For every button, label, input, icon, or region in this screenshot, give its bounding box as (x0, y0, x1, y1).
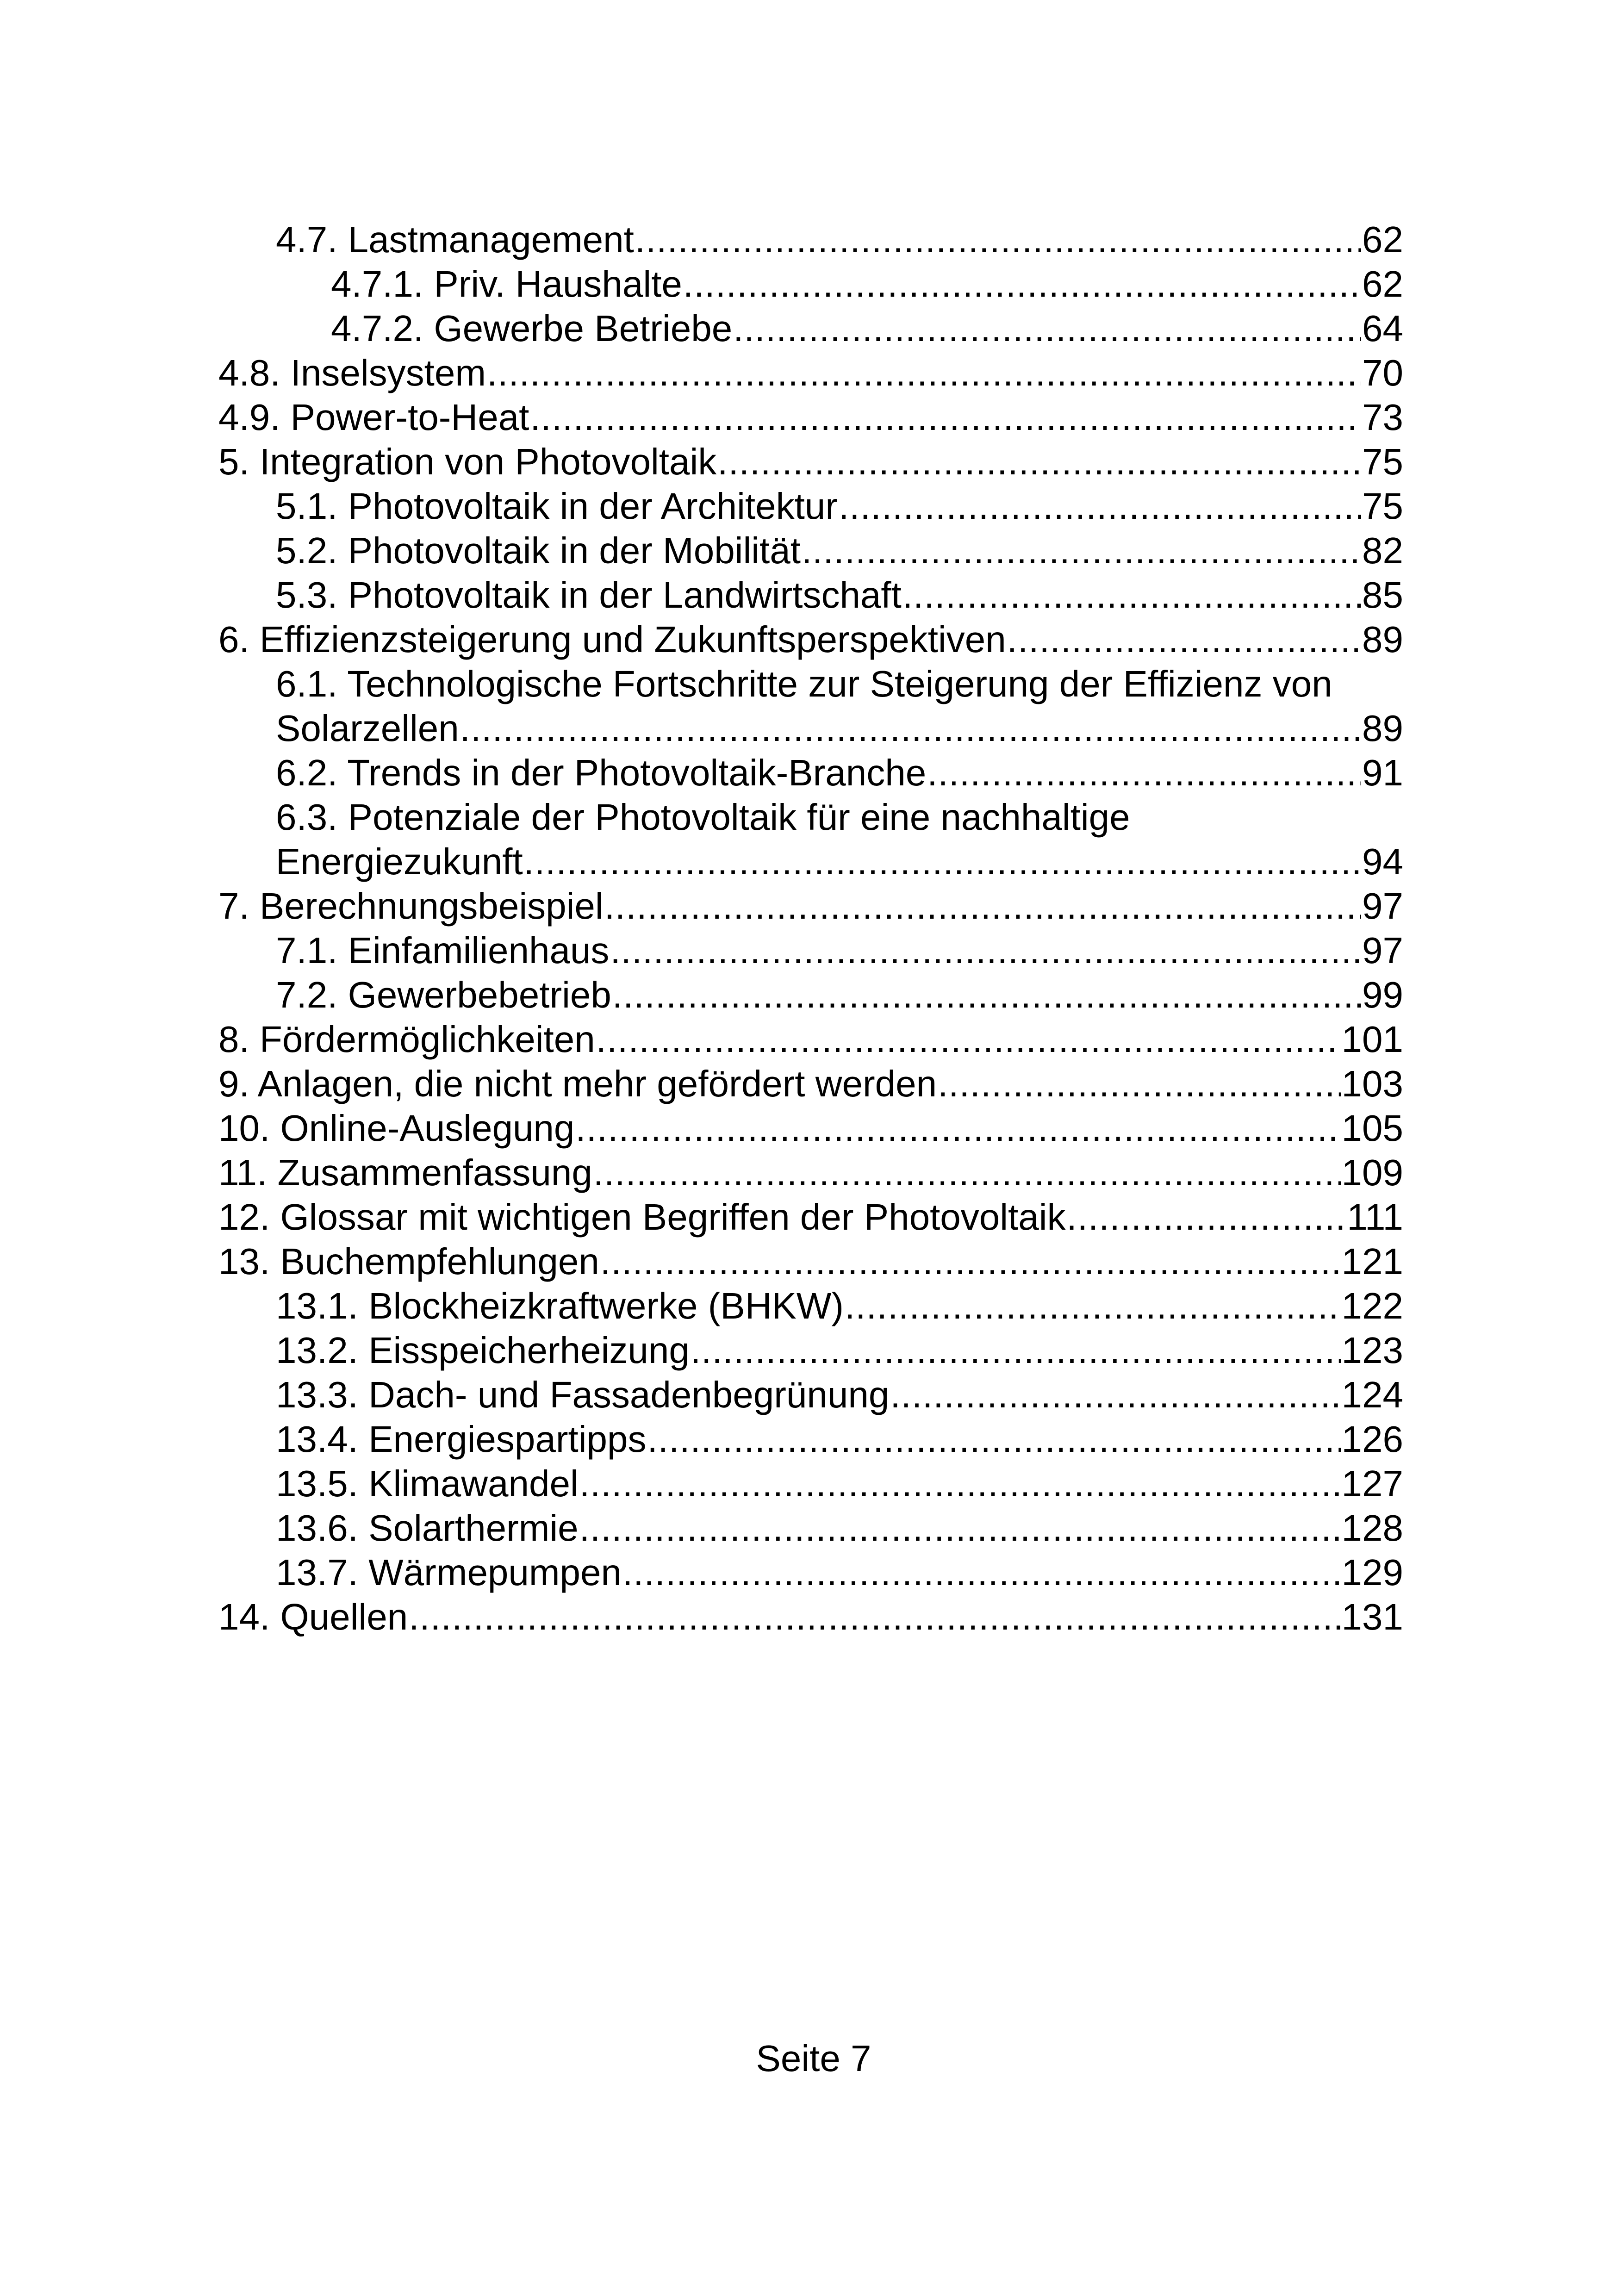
toc-entry[interactable] (218, 529, 1403, 573)
toc-dot-leader (647, 1417, 1341, 1462)
toc-entry-title: 4.7. Lastmanagement (276, 219, 634, 260)
toc-entry-page: 105 (1341, 1108, 1403, 1149)
toc-entry[interactable] (218, 484, 1403, 529)
toc-entry[interactable] (218, 751, 1403, 795)
toc-entry[interactable] (218, 1195, 1403, 1239)
toc-entry[interactable] (218, 218, 1403, 262)
toc-entry-page: 124 (1341, 1374, 1403, 1415)
toc-entry-title: 5.2. Photovoltaik in der Mobilität (276, 530, 801, 571)
toc-entry-title: 9. Anlagen, die nicht mehr gefördert werden (218, 1063, 937, 1104)
toc-entry[interactable] (218, 1017, 1403, 1062)
toc-dot-leader (460, 706, 1361, 751)
toc-entry[interactable] (218, 1328, 1403, 1373)
toc-entry-page: 85 (1362, 574, 1403, 616)
toc-entry[interactable] (218, 1417, 1403, 1462)
toc-dot-leader (938, 1062, 1340, 1106)
toc-dot-leader (683, 262, 1361, 306)
toc-dot-leader (596, 1017, 1341, 1062)
toc-entry[interactable] (218, 262, 1403, 306)
toc-entry-page: 128 (1341, 1507, 1403, 1549)
toc-dot-leader (845, 1284, 1340, 1328)
toc-dot-leader (635, 218, 1361, 262)
toc-entry-title: 4.9. Power-to-Heat (218, 397, 529, 438)
toc-entry-page: 62 (1362, 219, 1403, 260)
toc-entry-title: 13. Buchempfehlungen (218, 1241, 599, 1282)
toc-dot-leader (575, 1106, 1340, 1151)
toc-dot-leader (622, 1550, 1340, 1595)
toc-entry[interactable] (218, 395, 1403, 440)
toc-entry-page: 123 (1341, 1330, 1403, 1371)
toc-entry-title: 4.7.2. Gewerbe Betriebe (331, 308, 733, 349)
toc-entry-page: 103 (1341, 1063, 1403, 1104)
toc-entry-title: 5.1. Photovoltaik in der Architektur (276, 485, 838, 527)
toc-entry-title: 5. Integration von Photovoltaik (218, 441, 717, 482)
toc-dot-leader (1067, 1195, 1346, 1239)
toc-entry-title: 13.7. Wärmepumpen (276, 1552, 622, 1593)
toc-entry-page: 91 (1362, 752, 1403, 793)
toc-entry-title: 13.3. Dach- und Fassadenbegrünung (276, 1374, 890, 1415)
toc-entry-title: 7. Berechnungsbeispiel (218, 885, 604, 927)
toc-entry-title: 13.6. Solarthermie (276, 1507, 579, 1549)
toc-dot-leader (733, 306, 1361, 351)
toc-entry[interactable] (218, 1462, 1403, 1506)
toc-entry-page: 99 (1362, 974, 1403, 1015)
toc-entry-page: 121 (1341, 1241, 1403, 1282)
toc-dot-leader (579, 1462, 1341, 1506)
toc-entry-title: 6.2. Trends in der Photovoltaik-Branche (276, 752, 927, 793)
toc-dot-leader (890, 1373, 1340, 1417)
toc-dot-leader (927, 751, 1361, 795)
toc-entry-title: 7.1. Einfamilienhaus (276, 930, 610, 971)
toc-entry-page: 89 (1362, 708, 1403, 749)
toc-entry-title-line[interactable]: 6.1. Technologische Fortschritte zur Steigerung der Effizienz von (276, 663, 1332, 704)
toc-entry[interactable] (218, 884, 1403, 928)
toc-dot-leader (612, 973, 1361, 1017)
toc-dot-leader (600, 1239, 1341, 1284)
toc-entry-title-line[interactable]: 6.3. Potenziale der Photovoltaik für eine nachhaltige (276, 796, 1130, 838)
toc-entry-page: 122 (1341, 1285, 1403, 1326)
toc-entry[interactable] (218, 1062, 1403, 1106)
toc-entry-title: 13.5. Klimawandel (276, 1463, 579, 1504)
toc-entry-title: 14. Quellen (218, 1596, 408, 1637)
toc-entry[interactable] (218, 1595, 1403, 1639)
toc-entry[interactable] (218, 351, 1403, 395)
toc-entry-page: 94 (1362, 841, 1403, 882)
toc-entry-title: 12. Glossar mit wichtigen Begriffen der Photovoltaik (218, 1196, 1066, 1238)
toc-entry-title: 8. Fördermöglichkeiten (218, 1019, 595, 1060)
toc-dot-leader (593, 1151, 1341, 1195)
toc-entry[interactable] (218, 928, 1403, 973)
toc-dot-leader (524, 840, 1361, 884)
toc-entry-title: 11. Zusammenfassung (218, 1152, 592, 1193)
toc-entry-title: 13.1. Blockheizkraftwerke (BHKW) (276, 1285, 844, 1326)
toc-entry[interactable] (218, 440, 1403, 484)
toc-entry-page: 111 (1347, 1196, 1403, 1238)
toc-entry-page: 97 (1362, 885, 1403, 927)
toc-entry[interactable] (218, 1550, 1403, 1595)
toc-entry-page: 109 (1341, 1152, 1403, 1193)
toc-dot-leader (487, 351, 1361, 395)
toc-entry-page: 64 (1362, 308, 1403, 349)
toc-dot-leader (802, 529, 1361, 573)
toc-entry-title: 7.2. Gewerbebetrieb (276, 974, 611, 1015)
toc-dot-leader (902, 573, 1361, 617)
toc-entry-page: 70 (1362, 352, 1403, 393)
toc-entry-page: 126 (1341, 1419, 1403, 1460)
toc-dot-leader (579, 1506, 1341, 1550)
toc-entry[interactable] (218, 1506, 1403, 1550)
toc-entry[interactable] (218, 573, 1403, 617)
toc-entry-page: 75 (1362, 485, 1403, 527)
toc-entry[interactable] (218, 1284, 1403, 1328)
toc-entry-title: 4.8. Inselsystem (218, 352, 486, 393)
toc-dot-leader (691, 1328, 1341, 1373)
toc-entry-title: 13.4. Energiespartipps (276, 1419, 647, 1460)
toc-entry-page: 89 (1362, 619, 1403, 660)
toc-entry-title: Solarzellen (276, 708, 459, 749)
toc-entry[interactable] (218, 973, 1403, 1017)
toc-entry[interactable] (218, 306, 1403, 351)
page-number-footer: Seite 7 (756, 2038, 871, 2079)
toc-entry-title: 13.2. Eisspeicherheizung (276, 1330, 690, 1371)
toc-entry[interactable] (218, 840, 1403, 884)
toc-entry-page: 97 (1362, 930, 1403, 971)
toc-entry[interactable] (218, 1373, 1403, 1417)
toc-entry[interactable] (218, 1239, 1403, 1284)
toc-entry-title: 4.7.1. Priv. Haushalte (331, 263, 682, 305)
toc-entry-title: Energiezukunft (276, 841, 523, 882)
toc-entry-page: 82 (1362, 530, 1403, 571)
toc-entry[interactable] (218, 1106, 1403, 1151)
toc-entry[interactable] (218, 706, 1403, 751)
toc-dot-leader (409, 1595, 1340, 1639)
toc-entry-page: 129 (1341, 1552, 1403, 1593)
toc-dot-leader (610, 928, 1361, 973)
toc-dot-leader (530, 395, 1361, 440)
toc-entry-page: 62 (1362, 263, 1403, 305)
toc-entry-page: 127 (1341, 1463, 1403, 1504)
toc-dot-leader (717, 440, 1361, 484)
toc-entry-page: 73 (1362, 397, 1403, 438)
toc-entry-page: 131 (1341, 1596, 1403, 1637)
toc-dot-leader (604, 884, 1361, 928)
toc-entry-page: 101 (1341, 1019, 1403, 1060)
toc-dot-leader (839, 484, 1361, 529)
table-of-contents (218, 218, 1403, 1639)
toc-dot-leader (1007, 617, 1361, 662)
toc-entry-page: 75 (1362, 441, 1403, 482)
toc-entry-title: 10. Online-Auslegung (218, 1108, 575, 1149)
toc-entry[interactable] (218, 1151, 1403, 1195)
toc-entry-title: 6. Effizienzsteigerung und Zukunftsperspektiven (218, 619, 1006, 660)
toc-entry-title: 5.3. Photovoltaik in der Landwirtschaft (276, 574, 902, 616)
toc-entry[interactable] (218, 617, 1403, 662)
